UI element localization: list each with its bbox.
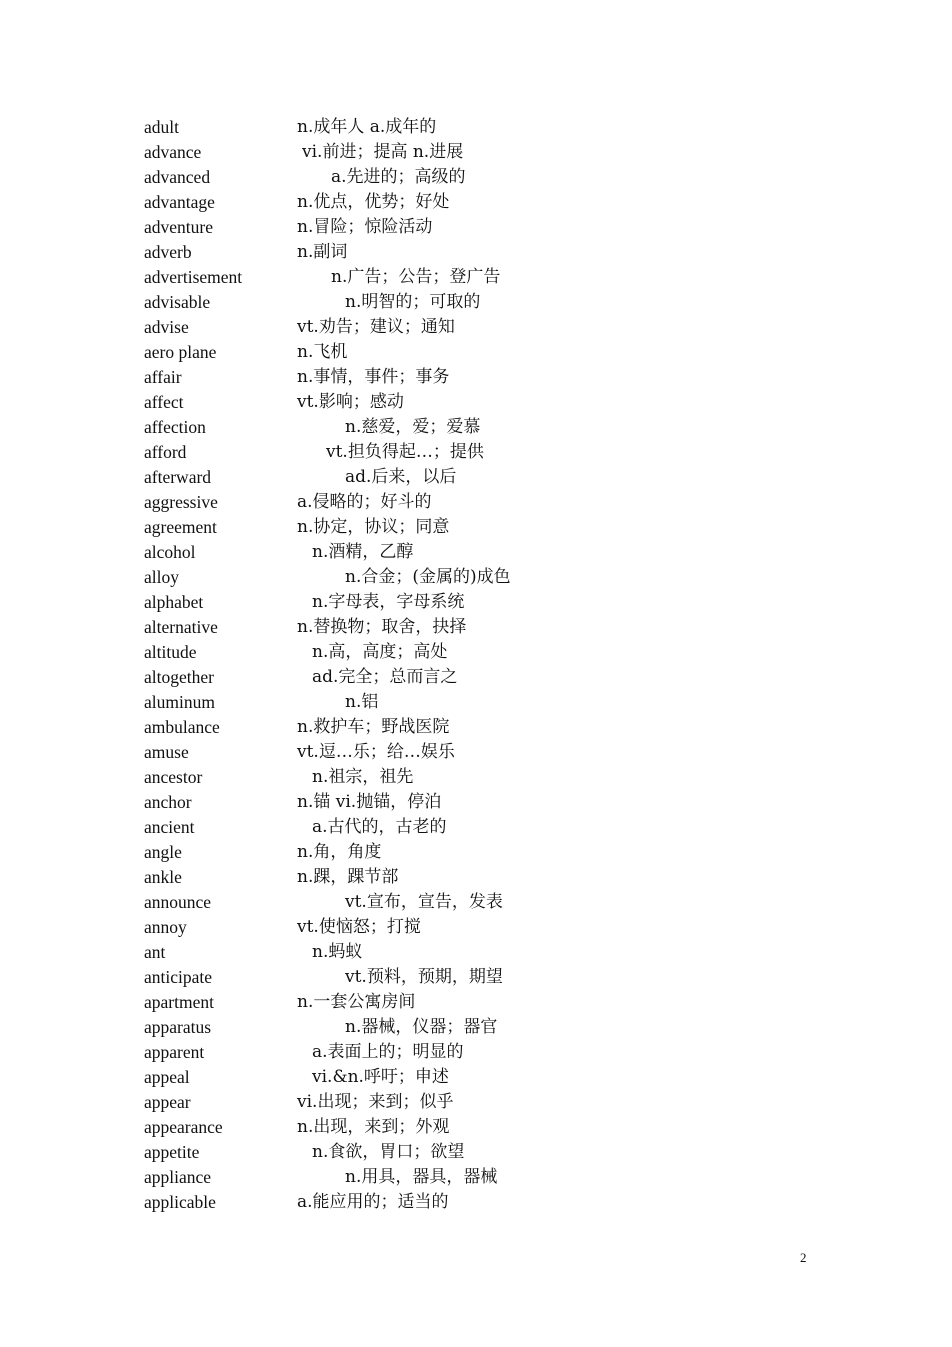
entry-word: advanced (144, 167, 211, 187)
entry-word: appliance (144, 1167, 212, 1187)
entry-word: ant (144, 942, 166, 962)
entry-definition: n.协定，协议；同意 (297, 517, 450, 537)
entry-definition: n.广告；公告；登广告 (331, 267, 501, 287)
entry-word: ambulance (144, 717, 220, 737)
entry-word: alphabet (144, 592, 204, 612)
entry-word: advisable (144, 292, 211, 312)
entry-definition: vi.&n.呼吁；申述 (312, 1067, 449, 1087)
vocab-entry (144, 1015, 844, 1040)
entry-definition: n.一套公寓房间 (297, 992, 416, 1012)
entry-definition: n.副词 (297, 242, 348, 262)
vocab-entry (144, 615, 844, 640)
vocab-entry (144, 1065, 844, 1090)
entry-definition: n.角，角度 (297, 842, 382, 862)
entry-definition: n.成年人 a.成年的 (297, 117, 437, 137)
vocab-entry (144, 690, 844, 715)
entry-word: amuse (144, 742, 189, 762)
entry-word: afford (144, 442, 187, 462)
entry-word: aluminum (144, 692, 215, 712)
entry-definition: n.事情，事件；事务 (297, 367, 450, 387)
entry-word: altogether (144, 667, 214, 687)
entry-word: anchor (144, 792, 192, 812)
entry-definition: vt.影响；感动 (297, 392, 404, 412)
vocab-entry (144, 665, 844, 690)
vocab-entry (144, 1165, 844, 1190)
entry-word: alternative (144, 617, 218, 637)
vocab-entry (144, 415, 844, 440)
entry-word: affection (144, 417, 206, 437)
vocab-entry (144, 1115, 844, 1140)
vocab-entry (144, 215, 844, 240)
entry-definition: vt.劝告；建议；通知 (297, 317, 455, 337)
vocabulary-list (144, 115, 844, 1215)
entry-definition: n.高，高度；高处 (312, 642, 448, 662)
entry-definition: vt.宣布，宣告，发表 (345, 892, 503, 912)
vocab-entry (144, 765, 844, 790)
entry-word: alloy (144, 567, 179, 587)
vocab-entry (144, 190, 844, 215)
entry-definition: n.器械，仪器；器官 (345, 1017, 498, 1037)
vocab-entry (144, 365, 844, 390)
entry-definition: a.表面上的；明显的 (312, 1042, 464, 1062)
entry-word: angle (144, 842, 182, 862)
entry-definition: n.慈爱，爱；爱慕 (345, 417, 481, 437)
entry-word: applicable (144, 1192, 216, 1212)
vocab-entry (144, 390, 844, 415)
entry-word: adverb (144, 242, 192, 262)
vocab-entry (144, 940, 844, 965)
entry-word: affect (144, 392, 184, 412)
entry-word: appetite (144, 1142, 200, 1162)
entry-word: apartment (144, 992, 214, 1012)
vocab-entry (144, 490, 844, 515)
entry-definition: n.踝，踝节部 (297, 867, 399, 887)
entry-definition: n.冒险；惊险活动 (297, 217, 433, 237)
entry-word: aggressive (144, 492, 218, 512)
entry-definition: n.飞机 (297, 342, 348, 362)
vocab-entry (144, 640, 844, 665)
vocab-entry (144, 590, 844, 615)
entry-definition: vt.担负得起…；提供 (326, 442, 484, 462)
vocab-entry (144, 140, 844, 165)
entry-word: adventure (144, 217, 213, 237)
entry-definition: a.先进的；高级的 (331, 167, 466, 187)
entry-definition: vt.预料，预期，期望 (345, 967, 503, 987)
entry-definition: n.救护车；野战医院 (297, 717, 450, 737)
entry-word: appeal (144, 1067, 190, 1087)
entry-definition: n.用具，器具，器械 (345, 1167, 498, 1187)
entry-word: adult (144, 117, 179, 137)
entry-word: altitude (144, 642, 197, 662)
page-number: 2 (800, 1250, 807, 1265)
entry-definition: n.铝 (345, 692, 379, 712)
entry-word: advertisement (144, 267, 243, 287)
entry-definition: n.合金；(金属的)成色 (345, 567, 511, 587)
entry-definition: a.侵略的；好斗的 (297, 492, 432, 512)
entry-word: apparatus (144, 1017, 212, 1037)
entry-word: afterward (144, 467, 212, 487)
entry-definition: n.祖宗，祖先 (312, 767, 414, 787)
entry-definition: n.字母表，字母系统 (312, 592, 465, 612)
vocab-entry (144, 540, 844, 565)
entry-definition: vt.逗…乐；给…娱乐 (297, 742, 455, 762)
entry-word: affair (144, 367, 182, 387)
vocab-entry (144, 340, 844, 365)
vocab-entry (144, 790, 844, 815)
vocab-entry (144, 1090, 844, 1115)
entry-word: aero plane (144, 342, 217, 362)
vocab-entry (144, 115, 844, 140)
entry-word: apparent (144, 1042, 205, 1062)
entry-word: alcohol (144, 542, 196, 562)
entry-definition: a.能应用的；适当的 (297, 1192, 449, 1212)
vocab-entry (144, 965, 844, 990)
entry-word: ancient (144, 817, 195, 837)
vocab-entry (144, 815, 844, 840)
entry-definition: n.酒精，乙醇 (312, 542, 414, 562)
vocab-entry (144, 865, 844, 890)
entry-definition: vt.使恼怒；打搅 (297, 917, 421, 937)
vocab-entry (144, 165, 844, 190)
vocab-entry (144, 265, 844, 290)
vocab-entry (144, 840, 844, 865)
entry-word: appear (144, 1092, 191, 1112)
vocab-entry (144, 890, 844, 915)
entry-word: appearance (144, 1117, 223, 1137)
vocab-entry (144, 990, 844, 1015)
vocab-entry (144, 315, 844, 340)
entry-definition: n.食欲，胃口；欲望 (312, 1142, 465, 1162)
entry-word: advise (144, 317, 189, 337)
vocab-entry (144, 915, 844, 940)
entry-definition: ad.完全；总而言之 (312, 667, 458, 687)
entry-definition: vi.出现；来到；似乎 (297, 1092, 454, 1112)
entry-definition: n.优点，优势；好处 (297, 192, 450, 212)
entry-definition: n.出现，来到；外观 (297, 1117, 450, 1137)
entry-definition: vi.前进；提高 n.进展 (302, 142, 464, 162)
vocab-entry (144, 715, 844, 740)
entry-word: advantage (144, 192, 215, 212)
entry-definition: n.明智的；可取的 (345, 292, 481, 312)
entry-word: ankle (144, 867, 182, 887)
vocab-entry (144, 465, 844, 490)
entry-definition: n.蚂蚁 (312, 942, 363, 962)
vocab-entry (144, 1040, 844, 1065)
entry-word: anticipate (144, 967, 213, 987)
entry-definition: n.替换物；取舍，抉择 (297, 617, 467, 637)
entry-word: announce (144, 892, 212, 912)
entry-definition: ad.后来，以后 (345, 467, 457, 487)
entry-definition: a.古代的，古老的 (312, 817, 447, 837)
vocab-entry (144, 290, 844, 315)
entry-definition: n.锚 vi.抛锚，停泊 (297, 792, 442, 812)
vocab-entry (144, 240, 844, 265)
vocab-entry (144, 1190, 844, 1215)
vocab-entry (144, 440, 844, 465)
vocab-entry (144, 565, 844, 590)
vocab-entry (144, 515, 844, 540)
entry-word: advance (144, 142, 202, 162)
entry-word: annoy (144, 917, 187, 937)
vocab-entry (144, 1140, 844, 1165)
entry-word: agreement (144, 517, 217, 537)
vocab-entry (144, 740, 844, 765)
entry-word: ancestor (144, 767, 203, 787)
